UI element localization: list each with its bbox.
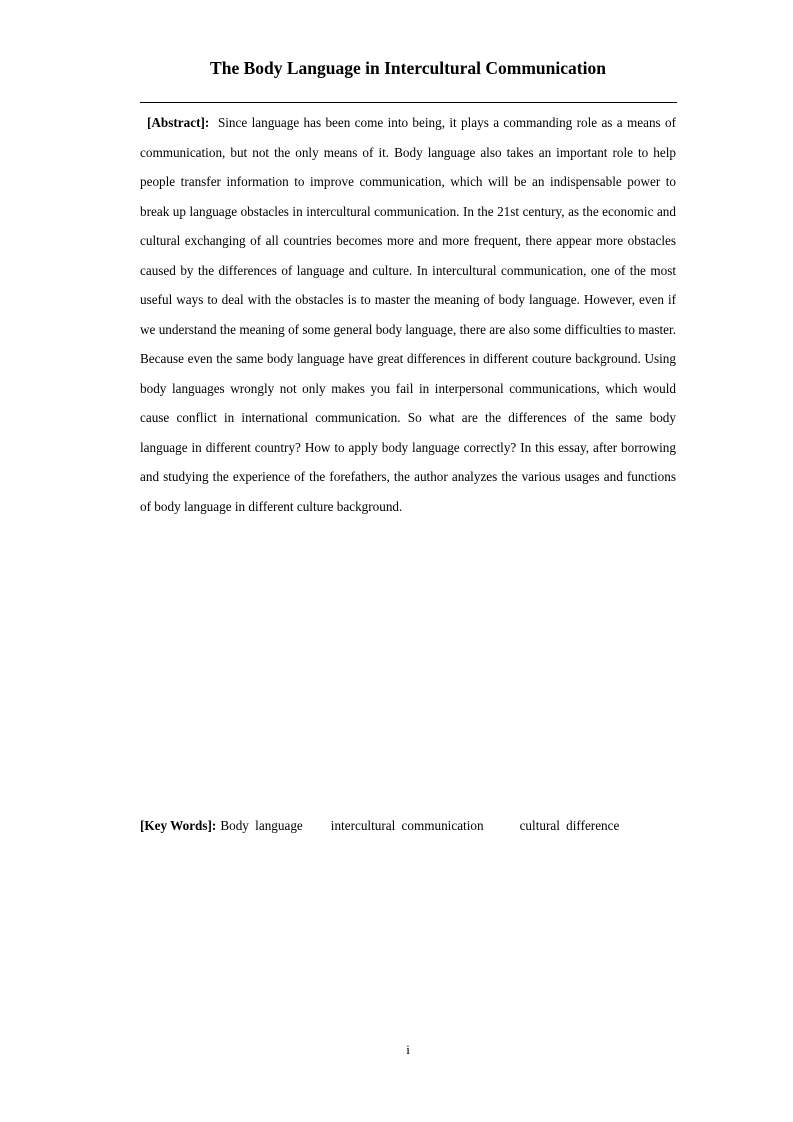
keywords-label: [Key Words]: <box>140 818 217 833</box>
document-title: The Body Language in Intercultural Communication <box>210 58 606 78</box>
abstract-label: [Abstract]: <box>147 115 210 130</box>
keywords-line <box>140 816 700 836</box>
keyword-item: Body language <box>220 818 303 833</box>
keyword-item: cultural difference <box>519 818 620 833</box>
title-divider <box>140 102 677 103</box>
abstract-paragraph <box>140 108 676 521</box>
keyword-item: intercultural communication <box>330 818 484 833</box>
page-number: i <box>406 1042 410 1057</box>
abstract-text: Since language has been come into being, it plays a commanding role as a means of communication, but not the only means of it. Body language also takes an important role to help people transfer information to improve communication, which will be an indispensable power to break up language obstacles in intercultural communication. In the 21st century, as the economic and cultural exchanging of all countries becomes more and more frequent, there appear more obstacles caused by the differences of language and culture. In intercultural communication, one of the most useful ways to deal with the obstacles is to master the meaning of body language. However, even if we understand the meaning of some general body language, there are also some difficulties to master. Because even the same body language have great differences in different couture background. Using body languages wrongly not only makes you fail in interpersonal communications, which would cause conflict in international communication. So what are the differences of the same body language in different country? How to apply body language correctly? In this essay, after borrowing and studying the experience of the forefathers, the author analyzes the various usages and functions of body language in different culture background. <box>140 115 676 514</box>
